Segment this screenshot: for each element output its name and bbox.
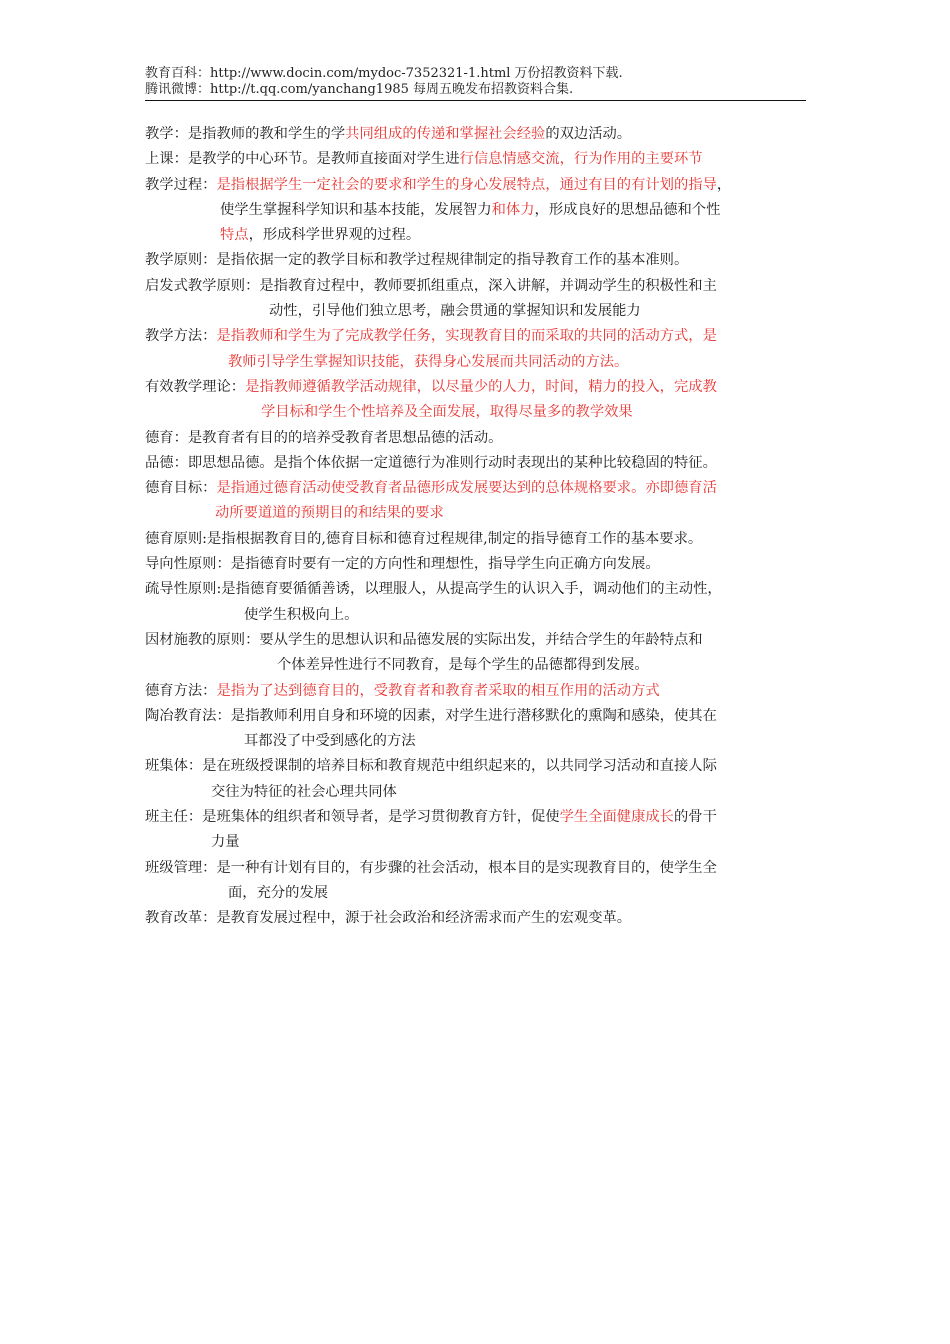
highlighted-text: 学生全面健康成长 bbox=[559, 809, 674, 826]
body-text: ，形成良好的思想品德和个性 bbox=[534, 201, 721, 218]
body-text: 使学生掌握科学知识和基本技能，发展智力 bbox=[220, 201, 492, 218]
definition-line bbox=[145, 426, 813, 451]
definition-entry-taoye bbox=[145, 704, 813, 755]
header-line-weibo: 腾讯微博：http://t.qq.com/yanchang1985 每周五晚发布招教资料合集. bbox=[145, 82, 574, 97]
body-text: 使学生积极向上。 bbox=[244, 606, 359, 623]
highlighted-text: 特点 bbox=[220, 227, 249, 244]
definition-entry-pinde bbox=[145, 451, 813, 476]
definition-entry-qifashi bbox=[145, 274, 813, 325]
highlighted-text: 是指教师遵循教学活动规律，以尽量少的人力，时间，精力的投入，完成教 bbox=[245, 378, 717, 395]
definition-line bbox=[145, 451, 813, 476]
definition-entry-banjiti bbox=[145, 754, 813, 805]
body-text: 力量 bbox=[211, 834, 240, 851]
body-text: ， bbox=[716, 176, 732, 193]
definition-line bbox=[145, 780, 813, 805]
definition-entry-shangke bbox=[145, 147, 813, 172]
definition-entry-youxiao bbox=[145, 375, 813, 426]
definition-line bbox=[145, 577, 813, 602]
definition-entry-deyu-mubiao bbox=[145, 476, 813, 527]
definition-line bbox=[145, 628, 813, 653]
definition-line bbox=[145, 173, 813, 198]
definition-line bbox=[145, 754, 813, 779]
definition-line bbox=[145, 830, 813, 855]
definition-line bbox=[145, 350, 813, 375]
body-text: 班主任：是班集体的组织者和领导者，是学习贯彻教育方针，促使 bbox=[145, 809, 560, 826]
definition-entry-banji-guanli bbox=[145, 856, 813, 907]
definition-entry-jiaoxue-guocheng bbox=[145, 173, 813, 249]
body-text: 教学过程： bbox=[145, 176, 217, 193]
body-text: 教学：是指教师的教和学生的学 bbox=[145, 126, 346, 142]
definition-line bbox=[145, 729, 813, 754]
definition-entry-deyu-yuanze bbox=[145, 527, 813, 552]
definition-entry-daoxiang bbox=[145, 552, 813, 577]
body-text: 德育目标： bbox=[145, 480, 217, 497]
definition-line bbox=[145, 603, 813, 628]
body-text: 德育原则:是指根据教育目的,德育目标和德育过程规律,制定的指导德育工作的基本要求。 bbox=[145, 530, 703, 547]
page-header bbox=[145, 66, 805, 98]
definition-line bbox=[145, 501, 813, 526]
highlighted-text: 动所要道道的预期目的和结果的要求 bbox=[215, 505, 444, 522]
highlighted-text: 行信息情感交流，行为作用的主要环节 bbox=[459, 151, 703, 168]
body-text: 教学原则：是指依据一定的教学目标和教学过程规律制定的指导教育工作的基本准则。 bbox=[145, 252, 689, 269]
definition-entry-jiaoxue bbox=[145, 122, 813, 147]
definition-line bbox=[145, 324, 813, 349]
header-divider bbox=[145, 100, 806, 101]
definition-line bbox=[145, 881, 813, 906]
definition-line bbox=[145, 248, 813, 273]
body-text: 交往为特征的社会心理共同体 bbox=[211, 783, 397, 800]
body-text: 的双边活动。 bbox=[545, 126, 632, 142]
definition-line bbox=[145, 299, 813, 324]
document-body bbox=[145, 122, 813, 932]
body-text: 的骨干 bbox=[673, 809, 717, 826]
body-text: 教育改革：是教育发展过程中，源于社会政治和经济需求而产生的宏观变革。 bbox=[145, 910, 632, 927]
definition-line bbox=[145, 274, 813, 299]
body-text: 面，充分的发展 bbox=[228, 884, 329, 901]
definition-entry-jiaoxue-yuanze bbox=[145, 248, 813, 273]
body-text: 疏导性原则:是指德育要循循善诱，以理服人，从提高学生的认识入手，调动他们的主动性， bbox=[145, 581, 722, 598]
body-text: 品德：即思想品德。是指个体依据一定道德行为准则行动时表现出的某种比较稳固的特征。 bbox=[145, 454, 717, 471]
highlighted-text: 共同组成的传递和掌握社会经验 bbox=[345, 126, 546, 142]
definition-entry-jiaoxue-fangfa bbox=[145, 324, 813, 375]
definition-line bbox=[145, 400, 813, 425]
body-text: 德育方法： bbox=[145, 682, 217, 699]
definition-entry-shudao bbox=[145, 577, 813, 628]
body-text: 有效教学理论： bbox=[145, 378, 246, 395]
body-text: 上课：是教学的中心环节。是教师直接面对学生进 bbox=[145, 151, 460, 168]
body-text: 启发式教学原则：是指教育过程中，教师要抓组重点，深入讲解，并调动学生的积极性和主 bbox=[145, 277, 717, 294]
body-text: ，形成科学世界观的过程。 bbox=[248, 227, 421, 244]
definition-line bbox=[145, 805, 813, 830]
body-text: 动性，引导他们独立思考，融会贯通的掌握知识和发展能力 bbox=[269, 303, 641, 320]
highlighted-text: 是指根据学生一定社会的要求和学生的身心发展特点，通过有目的有计划的指导 bbox=[216, 176, 717, 193]
definition-line bbox=[145, 552, 813, 577]
definition-line bbox=[145, 679, 813, 704]
body-text: 班集体：是在班级授课制的培养目标和教育规范中组织起来的，以共同学习活动和直接人际 bbox=[145, 758, 717, 775]
definition-line bbox=[145, 147, 813, 172]
definition-entry-deyu-fangfa bbox=[145, 679, 813, 704]
highlighted-text: 学目标和学生个性培养及全面发展，取得尽量多的教学效果 bbox=[261, 404, 633, 421]
highlighted-text: 和体力 bbox=[491, 201, 535, 218]
definition-entry-deyu bbox=[145, 426, 813, 451]
definition-line bbox=[145, 527, 813, 552]
definition-entry-yincai bbox=[145, 628, 813, 679]
body-text: 因材施教的原则：要从学生的思想认识和品德发展的实际出发，并结合学生的年龄特点和 bbox=[145, 631, 703, 648]
definition-line bbox=[145, 476, 813, 501]
definition-entry-banzhuren bbox=[145, 805, 813, 856]
body-text: 德育：是教育者有目的的培养受教育者思想品德的活动。 bbox=[145, 429, 503, 446]
definition-line bbox=[145, 704, 813, 729]
highlighted-text: 是指为了达到德育目的，受教育者和教育者采取的相互作用的活动方式 bbox=[216, 682, 660, 699]
body-text: 班级管理：是一种有计划有目的，有步骤的社会活动，根本目的是实现教育目的，使学生全 bbox=[145, 859, 717, 876]
highlighted-text: 教师引导学生掌握知识技能，获得身心发展而共同活动的方法。 bbox=[228, 353, 629, 370]
definition-line bbox=[145, 375, 813, 400]
body-text: 陶冶教育法：是指教师利用自身和环境的因素，对学生进行潜移默化的熏陶和感染，使其在 bbox=[145, 707, 717, 724]
body-text: 耳都没了中受到感化的方法 bbox=[244, 733, 416, 750]
definition-entry-jiaoyu-gaige bbox=[145, 906, 813, 931]
highlighted-text: 是指教师和学生为了完成教学任务，实现教育目的而采取的共同的活动方式，是 bbox=[216, 328, 717, 345]
body-text: 导向性原则：是指德育时要有一定的方向性和理想性，指导学生向正确方向发展。 bbox=[145, 556, 660, 573]
body-text: 个体差异性进行不同教育，是每个学生的品德都得到发展。 bbox=[277, 657, 649, 674]
body-text: 教学方法： bbox=[145, 328, 217, 345]
definition-line bbox=[145, 223, 813, 248]
header-line-docin: 教育百科：http://www.docin.com/mydoc-7352321-1.html 万份招教资料下载. bbox=[145, 66, 623, 81]
definition-line bbox=[145, 122, 813, 147]
definition-line bbox=[145, 653, 813, 678]
definition-line bbox=[145, 856, 813, 881]
definition-line bbox=[145, 906, 813, 931]
highlighted-text: 是指通过德育活动使受教育者品德形成发展要达到的总体规格要求。亦即德育活 bbox=[216, 480, 717, 497]
definition-line bbox=[145, 198, 813, 223]
